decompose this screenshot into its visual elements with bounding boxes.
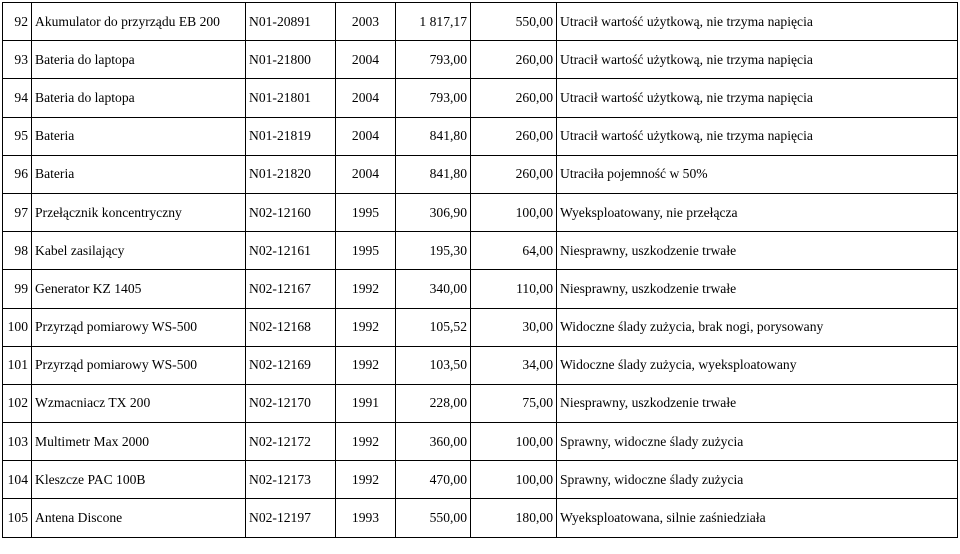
table-row [3,117,958,155]
cell-lp: 98 [3,232,32,270]
cell-initial-value: 841,80 [396,117,471,155]
cell-condition: Utracił wartość użytkową, nie trzyma napięcia [557,41,958,79]
cell-lp: 102 [3,384,32,422]
table-row [3,41,958,79]
cell-item-name: Kleszcze PAC 100B [32,461,246,499]
cell-lp: 99 [3,270,32,308]
cell-item-name: Przyrząd pomiarowy WS-500 [32,308,246,346]
cell-lp: 101 [3,346,32,384]
cell-year: 1991 [336,384,396,422]
cell-condition: Niesprawny, uszkodzenie trwałe [557,384,958,422]
cell-inventory-number: N02-12161 [246,232,336,270]
cell-condition: Niesprawny, uszkodzenie trwałe [557,232,958,270]
table-row [3,232,958,270]
cell-initial-value: 105,52 [396,308,471,346]
cell-inventory-number: N02-12172 [246,423,336,461]
cell-item-name: Multimetr Max 2000 [32,423,246,461]
cell-condition: Sprawny, widoczne ślady zużycia [557,423,958,461]
cell-current-value: 100,00 [471,423,557,461]
cell-inventory-number: N02-12173 [246,461,336,499]
cell-lp: 95 [3,117,32,155]
cell-condition: Utracił wartość użytkową, nie trzyma napięcia [557,3,958,41]
cell-year: 2004 [336,79,396,117]
table-row [3,384,958,422]
cell-lp: 96 [3,155,32,193]
inventory-table-body [3,3,958,538]
cell-current-value: 34,00 [471,346,557,384]
cell-year: 1993 [336,499,396,537]
cell-lp: 103 [3,423,32,461]
cell-lp: 97 [3,193,32,231]
cell-current-value: 260,00 [471,41,557,79]
cell-inventory-number: N01-21819 [246,117,336,155]
cell-current-value: 260,00 [471,117,557,155]
cell-current-value: 180,00 [471,499,557,537]
cell-lp: 100 [3,308,32,346]
cell-initial-value: 550,00 [396,499,471,537]
cell-initial-value: 1 817,17 [396,3,471,41]
cell-item-name: Przełącznik koncentryczny [32,193,246,231]
cell-year: 1992 [336,423,396,461]
cell-item-name: Bateria [32,155,246,193]
table-row [3,3,958,41]
cell-inventory-number: N02-12160 [246,193,336,231]
cell-initial-value: 470,00 [396,461,471,499]
cell-condition: Utraciła pojemność w 50% [557,155,958,193]
cell-year: 1992 [336,461,396,499]
cell-item-name: Bateria do laptopa [32,79,246,117]
cell-item-name: Generator KZ 1405 [32,270,246,308]
cell-condition: Wyeksploatowany, nie przełącza [557,193,958,231]
table-row [3,423,958,461]
cell-initial-value: 793,00 [396,79,471,117]
cell-lp: 104 [3,461,32,499]
table-row [3,155,958,193]
cell-initial-value: 841,80 [396,155,471,193]
cell-lp: 105 [3,499,32,537]
cell-item-name: Wzmacniacz TX 200 [32,384,246,422]
cell-lp: 94 [3,79,32,117]
cell-year: 1992 [336,308,396,346]
cell-condition: Wyeksploatowana, silnie zaśniedziała [557,499,958,537]
cell-current-value: 30,00 [471,308,557,346]
cell-current-value: 64,00 [471,232,557,270]
cell-inventory-number: N01-21801 [246,79,336,117]
cell-item-name: Bateria do laptopa [32,41,246,79]
cell-year: 2004 [336,155,396,193]
cell-year: 2004 [336,41,396,79]
cell-initial-value: 228,00 [396,384,471,422]
table-row [3,499,958,537]
cell-current-value: 75,00 [471,384,557,422]
cell-current-value: 100,00 [471,461,557,499]
table-row [3,193,958,231]
cell-condition: Niesprawny, uszkodzenie trwałe [557,270,958,308]
cell-current-value: 100,00 [471,193,557,231]
cell-initial-value: 103,50 [396,346,471,384]
cell-condition: Widoczne ślady zużycia, wyeksploatowany [557,346,958,384]
table-row [3,308,958,346]
cell-year: 1995 [336,232,396,270]
cell-inventory-number: N02-12168 [246,308,336,346]
cell-initial-value: 793,00 [396,41,471,79]
cell-year: 1995 [336,193,396,231]
cell-condition: Widoczne ślady zużycia, brak nogi, porysowany [557,308,958,346]
table-row [3,461,958,499]
cell-inventory-number: N02-12170 [246,384,336,422]
cell-item-name: Przyrząd pomiarowy WS-500 [32,346,246,384]
cell-item-name: Kabel zasilający [32,232,246,270]
cell-current-value: 110,00 [471,270,557,308]
cell-initial-value: 340,00 [396,270,471,308]
cell-year: 1992 [336,270,396,308]
cell-current-value: 260,00 [471,155,557,193]
cell-lp: 92 [3,3,32,41]
cell-inventory-number: N02-12197 [246,499,336,537]
cell-inventory-number: N01-21800 [246,41,336,79]
cell-inventory-number: N02-12167 [246,270,336,308]
cell-initial-value: 195,30 [396,232,471,270]
cell-inventory-number: N01-20891 [246,3,336,41]
cell-current-value: 260,00 [471,79,557,117]
cell-initial-value: 306,90 [396,193,471,231]
cell-condition: Utracił wartość użytkową, nie trzyma napięcia [557,117,958,155]
cell-lp: 93 [3,41,32,79]
table-row [3,79,958,117]
cell-condition: Utracił wartość użytkową, nie trzyma napięcia [557,79,958,117]
table-row [3,270,958,308]
cell-inventory-number: N01-21820 [246,155,336,193]
cell-inventory-number: N02-12169 [246,346,336,384]
cell-initial-value: 360,00 [396,423,471,461]
cell-item-name: Akumulator do przyrządu EB 200 [32,3,246,41]
inventory-table [2,2,958,538]
cell-year: 1992 [336,346,396,384]
table-row [3,346,958,384]
cell-condition: Sprawny, widoczne ślady zużycia [557,461,958,499]
cell-year: 2004 [336,117,396,155]
cell-current-value: 550,00 [471,3,557,41]
cell-item-name: Bateria [32,117,246,155]
cell-year: 2003 [336,3,396,41]
cell-item-name: Antena Discone [32,499,246,537]
